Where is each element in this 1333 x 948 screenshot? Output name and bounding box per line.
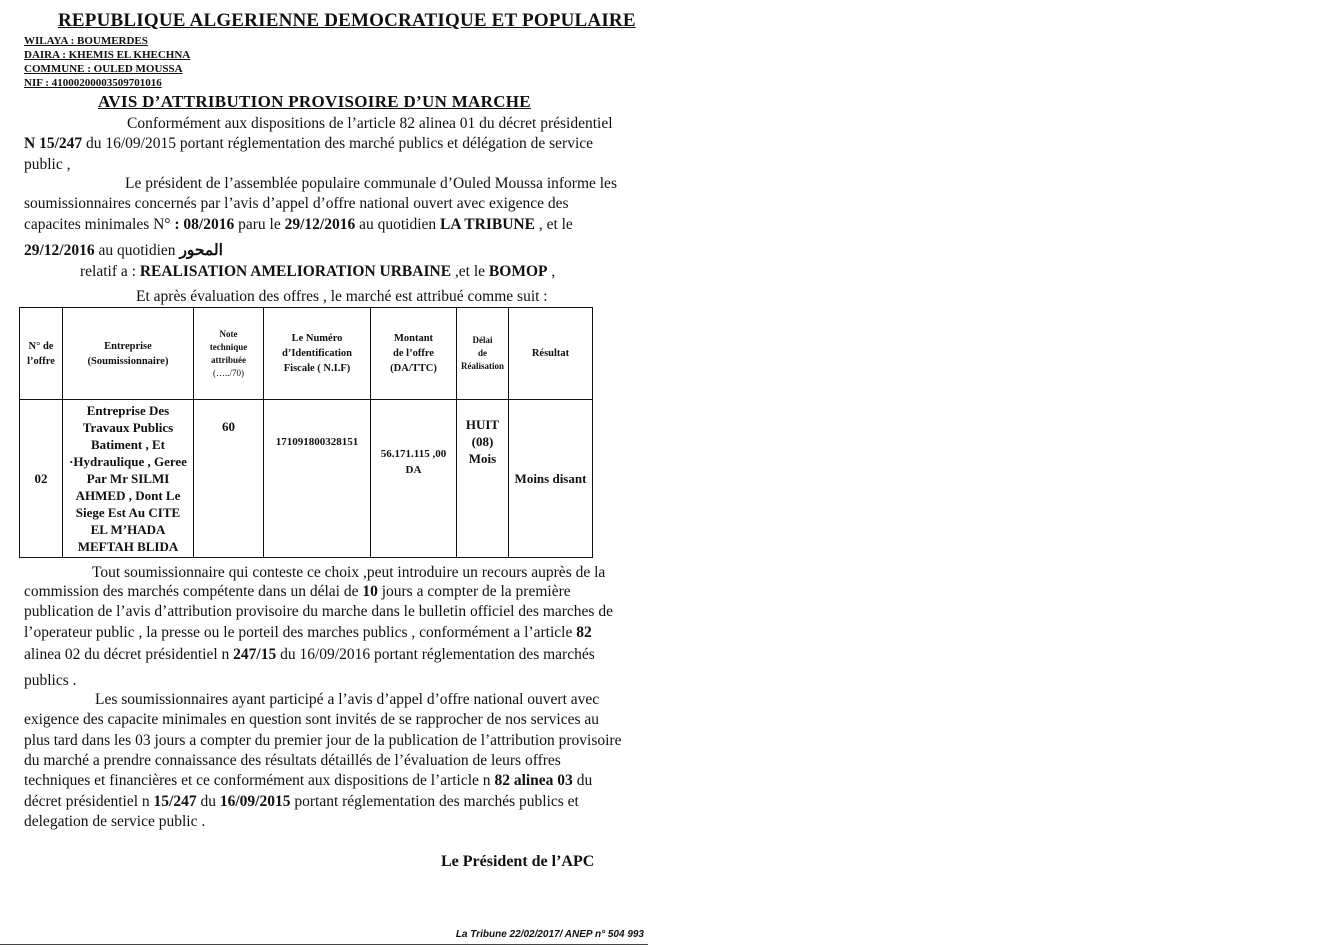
publication-footer: La Tribune 22/02/2017/ ANEP n° 504 993 — [455, 929, 644, 940]
intro-line-3: public , — [24, 156, 71, 173]
header-nif: Le Numéro d’Identification Fiscale ( N.I.F) — [264, 308, 371, 400]
table-header-row — [20, 308, 593, 400]
resultats-line-7: delegation de service public . — [24, 813, 206, 830]
intro-line-6: capacites minimales N° : 08/2016 paru le 29/12/2016 au quotidien LA TRIBUNE , et le — [24, 216, 573, 233]
wilaya-line: WILAYA : BOUMERDES — [24, 35, 148, 47]
resultats-line-1: Les soumissionnaires ayant participé a l’avis d’appel d’offre national ouvert avec — [95, 691, 600, 708]
commune-line: COMMUNE : OULED MOUSSA — [24, 63, 183, 75]
attribution-table — [19, 307, 593, 558]
header-resultat: Résultat — [509, 308, 593, 400]
republic-heading: REPUBLIQUE ALGERIENNE DEMOCRATIQUE ET POPULAIRE — [58, 10, 636, 31]
recours-line-2: commission des marchés compétente dans un délai de 10 jours a compter de la première — [24, 583, 571, 600]
cell-entreprise: Entreprise Des Travaux Publics Batiment , Et ·Hydraulique , Geree Par Mr SILMI AHMED , Dont Le Siege Est Au CITE EL M’HADA MEFTAH BLIDA — [63, 400, 194, 558]
footer-divider — [0, 944, 648, 945]
resultats-line-2: exigence des capacite minimales en question sont invités de se rapprocher de nos services au — [24, 711, 600, 728]
header-entreprise: Entreprise (Soumissionnaire) — [63, 308, 194, 400]
recours-line-5: alinea 02 du décret présidentiel n 247/15 du 16/09/2016 portant réglementation des marchés — [24, 646, 595, 663]
daira-line: DAIRA : KHEMIS EL KHECHNA — [24, 49, 191, 61]
table-row — [20, 400, 593, 558]
notice-title: AVIS D’ATTRIBUTION PROVISOIRE D’UN MARCHE — [98, 92, 531, 111]
cell-note: 60 — [194, 400, 264, 558]
recours-line-6: publics . — [24, 672, 77, 689]
intro-line-4: Le président de l’assemblée populaire communale d’Ouled Moussa informe les — [125, 175, 617, 192]
resultats-line-5: techniques et financières et ce conformément aux dispositions de l’article n 82 alinea 03 du — [24, 772, 593, 789]
resultats-line-3: plus tard dans les 03 jours a compter du premier jour de la publication de l’attribution provisoire — [24, 732, 622, 749]
header-montant: Montant de l’offre (DA/TTC) — [371, 308, 457, 400]
header-offer-number: N° de l’offre — [20, 308, 63, 400]
recours-line-1: Tout soumissionnaire qui conteste ce choix ,peut introduire un recours auprès de la — [92, 564, 606, 581]
cell-nif: 171091800328151 — [264, 400, 371, 558]
cell-offer-number: 02 — [20, 400, 63, 558]
header-note: Note technique attribuée (…../70) — [194, 308, 264, 400]
resultats-line-4: du marché a prendre connaissance des résultats détaillés de l’évaluation de leurs offres — [24, 752, 561, 769]
intro-line-5: soumissionnaires concernés par l’avis d’appel d’offre national ouvert avec exigence des — [24, 195, 569, 212]
cell-resultat: Moins disant — [509, 400, 593, 558]
intro-line-1: Conformément aux dispositions de l’article 82 alinea 01 du décret présidentiel — [127, 115, 613, 132]
recours-line-4: l’operateur public , la presse ou le porteil des marches publics , conformément a l’article 82 — [24, 624, 592, 641]
cell-montant: 56.171.115 ,00 DA — [371, 400, 457, 558]
intro-line-7: 29/12/2016 au quotidien المحور — [24, 242, 223, 259]
resultats-line-6: décret présidentiel n 15/247 du 16/09/2015 portant réglementation des marchés publics et — [24, 793, 579, 810]
header-delai: Délai de Réalisation — [457, 308, 509, 400]
intro-line-9: Et après évaluation des offres , le marché est attribué comme suit : — [136, 288, 548, 305]
intro-line-2: N 15/247 du 16/09/2015 portant réglementation des marché publics et délégation de service — [24, 135, 594, 152]
nif-line: NIF : 41000200003509701016 — [24, 77, 162, 89]
recours-line-3: publication de l’avis d’attribution provisoire du marche dans le bulletin officiel des marches de — [24, 603, 613, 620]
cell-delai: HUIT (08) Mois — [457, 400, 509, 558]
intro-line-8: relatif a : REALISATION AMELIORATION URBAINE ,et le BOMOP , — [80, 263, 556, 280]
signature: Le Président de l’APC — [441, 853, 595, 870]
